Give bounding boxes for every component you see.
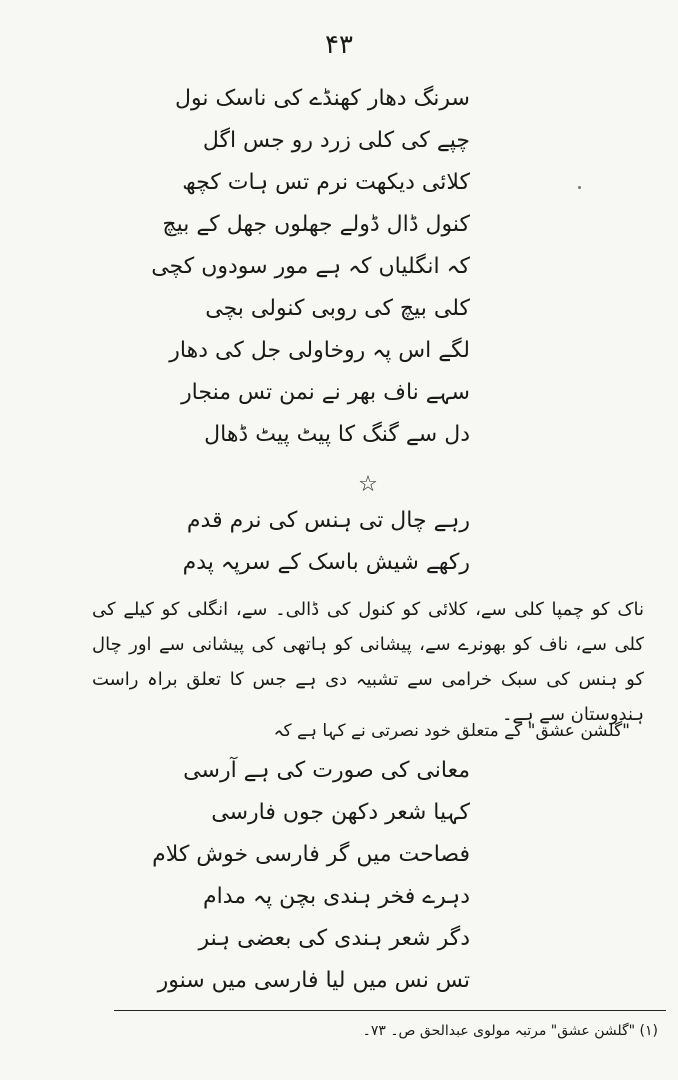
verse-line: کہیا شعر دکھن جوں فارسی (211, 800, 470, 825)
verse-block-2 (182, 500, 470, 584)
verse-line: رکھے شیش باسک کے سرپہ پدم (182, 550, 470, 575)
verse-line: کنول ڈال ڈولے جھلوں جھل کے بیچ (162, 212, 470, 237)
verse-line: چپے کی کلی زرد رو جس اگل (202, 128, 470, 153)
intro-line: "گلشن عشق" کے متعلق خود نصرتی نے کہا ہے کہ (273, 721, 630, 741)
verse-line: کہ انگلیاں کہ ہے مور سودوں کچی (151, 254, 470, 279)
verse-line: تس نس میں لیا فارسی میں سنور (157, 968, 470, 993)
verse-line: معانی کی صورت کی ہے آرسی (183, 758, 470, 783)
footnote-divider (114, 1010, 666, 1011)
footnote: (۱) "گلشن عشق" مرتبہ مولوی عبدالحق ص۔ ۷۳۔ (362, 1023, 658, 1039)
verse-line: لگے اس پہ روخاولی جل کی دھار (169, 338, 470, 363)
verse-line: کلی بیچ کی روبی کنولی بچی (205, 296, 470, 321)
verse-line: فصاحت میں گر فارسی خوش کلام (152, 842, 470, 867)
verse-line: دہرے فخر ہندی بچن پہ مدام (203, 884, 470, 909)
star-separator-icon: ☆ (358, 472, 378, 497)
verse-block-3 (152, 750, 470, 1002)
verse-line: سرنگ دھار کھنڈے کی ناسک نول (174, 86, 470, 111)
prose-text: ناک کو چمپا کلی سے، کلائی کو کنول کی ڈالی۔ سے، انگلی کو کیلے کی کلی سے، ناف کو بھونرے سے، پیشانی کو ہاتھی کی پیشانی سے اور چال کو ہنس کی سبک خرامی سے تشبیہ دی ہے جس کا تعلق براہ راست ہندوستان سے ہے۔ (92, 599, 644, 725)
verse-line: دگر شعر ہندی کی بعضی ہنر (198, 926, 470, 951)
verse-line: سہے ناف بھر نے نمن تس منجار (181, 380, 470, 405)
scan-speck (578, 186, 581, 189)
verse-line: دل سے گنگ کا پیٹ پیٹ ڈھال (204, 422, 470, 447)
prose-paragraph (92, 592, 644, 732)
verse-line: کلائی دیکھت نرم تس ہات کچھ (182, 170, 470, 195)
verse-block-1 (151, 78, 470, 456)
verse-line: رہے چال تی ہنس کی نرم قدم (186, 508, 470, 533)
page-number: ۴۳ (325, 30, 353, 60)
